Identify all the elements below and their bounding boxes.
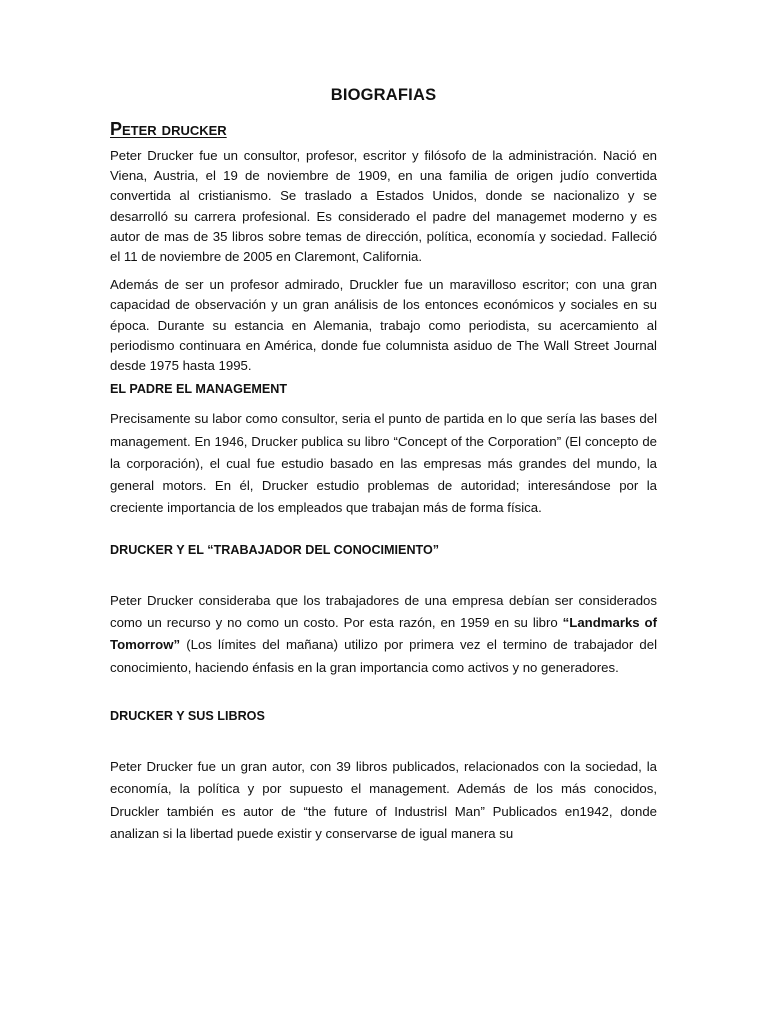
book-title-landmarks: “Landmarks of Tomorrow” <box>110 615 657 653</box>
paragraph-text: (Los límites del mañana) utilizo por primera vez el termino de trabajador del conocimiento, haciendo énfasis en la gran importancia como activos y no generadores. <box>110 637 657 675</box>
section-heading-trabajador-conocimiento: DRUCKER Y EL “TRABAJADOR DEL CONOCIMIENTO” <box>110 542 440 557</box>
paragraph-text: Peter Drucker consideraba que los trabajadores de una empresa debían ser considerados como un recurso y no como un costo. Por esta razón, en 1959 en su libro <box>110 592 657 631</box>
section-paragraph-trabajador-conocimiento <box>110 590 657 679</box>
section-heading-libros: DRUCKER Y SUS LIBROS <box>110 708 265 723</box>
intro-paragraph-2: Además de ser un profesor admirado, Druckler fue un maravilloso escritor; con una gran capacidad de observación y un gran análisis de los entonces económicos y sociales en su época. Durante su estancia en Alemania, trabajo como periodista, su acercamiento al periodismo continuara en América, donde fue columnista asiduo de The Wall Street Journal desde 1975 hasta 1995. <box>110 277 657 374</box>
intro-paragraph-1: Peter Drucker fue un consultor, profesor, escritor y filósofo de la administración. Nació en Viena, Austria, el 19 de noviembre de 1909, en una familia de origen judío convertida convertida al cristianismo. Se traslado a Estados Unidos, donde se nacionalizo y se desarrolló su carrera profesional. Es considerado el padre del managemet moderno y es autor de mas de 35 libros sobre temas de dirección, política, economía y sociedad. Falleció el 11 de noviembre de 2005 en Claremont, California. <box>110 148 657 265</box>
section-paragraph-libros: Peter Drucker fue un gran autor, con 39 libros publicados, relacionados con la sociedad, la economía, la política y por supuesto el management. Además de los más conocidos, Druckler también es autor de “the future of Industrisl Man” Publicados en1942, donde analizan si la libertad puede existir y conservarse de igual manera su <box>110 758 657 841</box>
document-page <box>110 86 657 845</box>
main-heading: Peter drucker <box>110 119 227 139</box>
section-paragraph-padre-management: Precisamente su labor como consultor, seria el punto de partida en lo que sería las bases del management. En 1946, Drucker publica su libro “Concept of the Corporation” (El concepto de la corporación), el cual fue estudio basado en las empresas más grandes del mundo, la general motors. En él, Drucker estudio problemas de autoridad; interesándose por la creciente importancia de los empleados que trabajan más de forma física. <box>110 411 657 516</box>
section-heading-padre-management: EL PADRE EL MANAGEMENT <box>110 382 288 397</box>
document-title: BIOGRAFIAS <box>330 86 437 104</box>
